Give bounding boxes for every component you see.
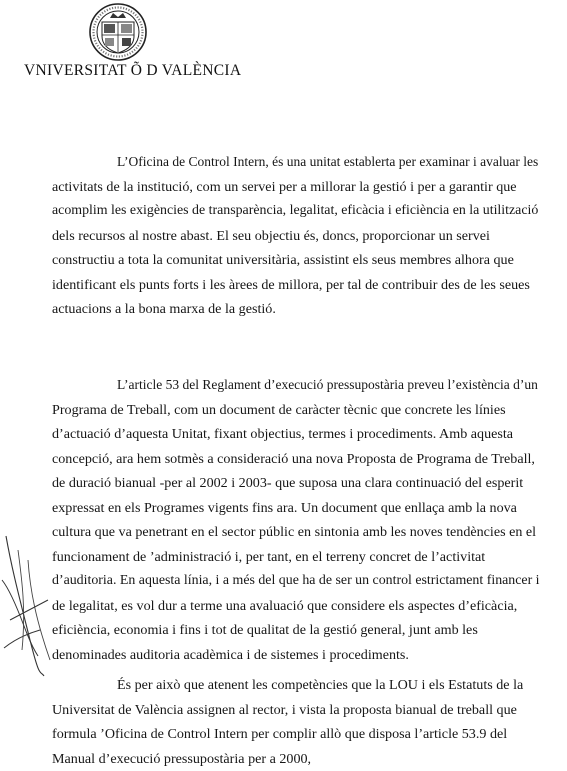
paragraph-line: dels recursos al nostre abast. El seu objectiu és, doncs, proporcionar un servei (52, 224, 542, 249)
paragraph-3 (52, 673, 542, 771)
handwritten-signature-icon (0, 530, 56, 680)
paragraph-line: formula ’Oficina de Control Intern per complir allò que disposa l’article 53.9 del (52, 722, 542, 747)
paragraph-line: de legalitat, es vol dur a terme una avaluació que considere els aspectes d’eficàcia, (52, 594, 542, 619)
paragraph-line: concepció, ara hem sotmès a consideració una nova Proposta de Programa de Treball, (52, 447, 542, 472)
institution-name: VNIVERSITAT Õ D VALÈNCIA (24, 62, 241, 80)
paragraph-line: d’auditoria. En aquesta línia, i a més del que ha de ser un control estrictament financer i (52, 569, 542, 594)
paragraph-line: acomplim les exigències de transparència, legalitat, eficàcia i eficiència en la utilització (52, 199, 542, 224)
paragraph-line: funcionament de ’administració i, per tant, en el terreny concret de l’activitat (52, 545, 542, 570)
paragraph-line: cultura que va penetrant en el sector públic en sintonia amb les noves tendències en el (52, 520, 542, 545)
paragraph-line: constructiu a tota la comunitat universitària, assistint els seus membres alhora que (52, 248, 542, 273)
paragraph-line: actuacions a la bona marxa de la gestió. (52, 297, 542, 322)
paragraph-line: denominades auditoria acadèmica i de sistemes i procediments. (52, 643, 542, 668)
paragraph-line: identificant els punts forts i les àrees de millora, per tal de contribuir des de les seues (52, 273, 542, 298)
paragraph-line: Programa de Treball, com un document de caràcter tècnic que concrete les línies (52, 398, 542, 423)
paragraph-line: Universitat de València assignen al rector, i vista la proposta bianual de treball que (52, 698, 542, 723)
paragraph-line: Manual d’execució pressupostària per a 2000, (52, 747, 542, 771)
paragraph-line: És per això que atenent les competències que la LOU i els Estatuts de la (52, 673, 542, 698)
paragraph-line: L’article 53 del Reglament d’execució pressupostària preveu l’existència d’un (52, 373, 542, 398)
paragraph-2 (52, 373, 542, 667)
paragraph-line: eficiència, economia i fins i tot de qualitat de la gestió general, junt amb les (52, 618, 542, 643)
paragraph-line: expressat en els Programes vigents fins ara. Un document que enllaça amb la nova (52, 496, 542, 521)
paragraph-line: d’actuació d’aquesta Unitat, fixant objectius, termes i procediments. Amb aquesta (52, 422, 542, 447)
paragraph-1 (52, 150, 542, 322)
paragraph-line: de duració bianual -per al 2002 i 2003- que suposa una clara continuació del esperit (52, 471, 542, 496)
university-seal-icon (88, 2, 148, 62)
paragraph-line: activitats de la institució, com un servei per a millorar la gestió i per a garantir que (52, 175, 542, 200)
paragraph-line: L’Oficina de Control Intern, és una unitat establerta per examinar i avaluar les (52, 150, 542, 175)
